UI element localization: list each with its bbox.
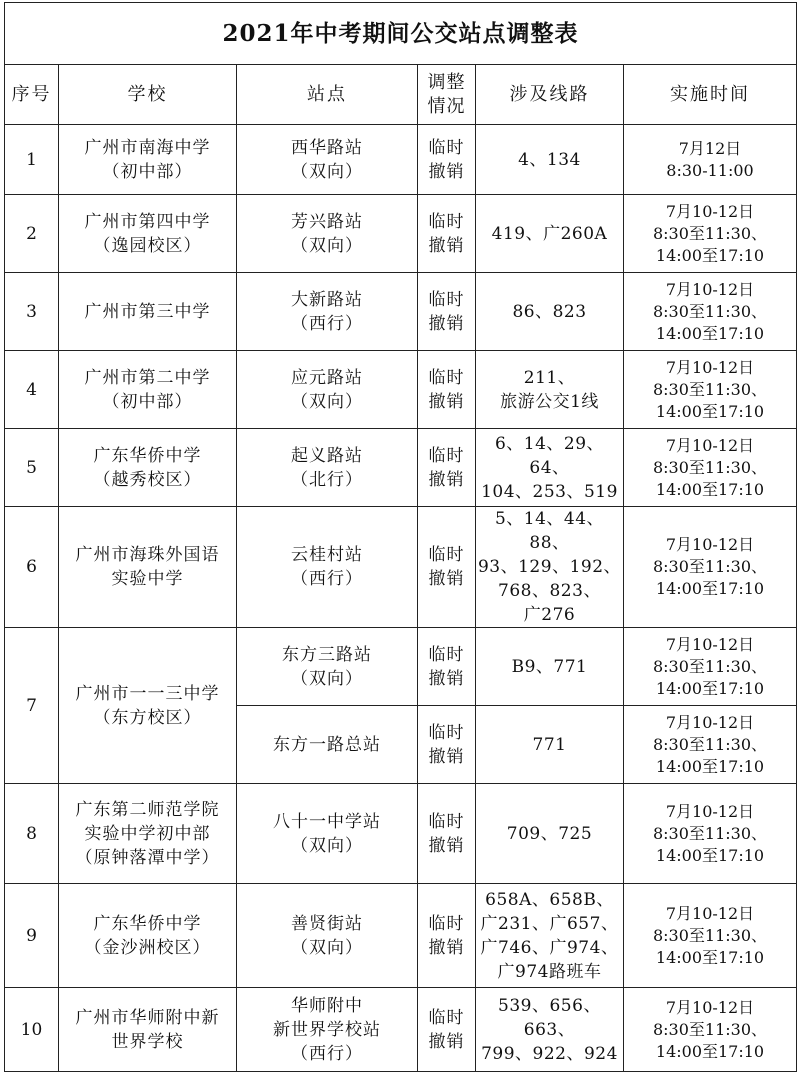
row-index: 8 [5, 784, 59, 884]
row-time: 7月10-12日 8:30至11:30、 14:00至17:10 [624, 273, 797, 351]
row-school: 广州市海珠外国语 实验中学 [59, 507, 237, 628]
table-row [5, 429, 797, 507]
row-lines: 771 [476, 706, 624, 784]
row-index: 2 [5, 195, 59, 273]
row-school: 广州市第四中学 （逸园校区） [59, 195, 237, 273]
row-time: 7月10-12日 8:30至11:30、 14:00至17:10 [624, 195, 797, 273]
row-station: 云桂村站 （西行） [237, 507, 418, 628]
row-school: 广东华侨中学 （越秀校区） [59, 429, 237, 507]
row-adjust: 临时 撤销 [418, 125, 476, 195]
header-school: 学校 [59, 65, 237, 125]
row-lines: 658A、658B、 广231、广657、 广746、广974、 广974路班车 [476, 884, 624, 988]
row-adjust: 临时 撤销 [418, 429, 476, 507]
row-school: 广州市第二中学 （初中部） [59, 351, 237, 429]
row-school: 广州市南海中学 （初中部） [59, 125, 237, 195]
header-adjust: 调整 情况 [418, 65, 476, 125]
row-school: 广州市第三中学 [59, 273, 237, 351]
row-lines: 4、134 [476, 125, 624, 195]
row-time: 7月10-12日 8:30至11:30、 14:00至17:10 [624, 884, 797, 988]
row-adjust: 临时 撤销 [418, 507, 476, 628]
row-time: 7月12日 8:30-11:00 [624, 125, 797, 195]
table-row [5, 351, 797, 429]
row-index: 10 [5, 988, 59, 1072]
row-school: 广州市一一三中学 （东方校区） [59, 628, 237, 784]
row-lines: 5、14、44、88、 93、129、192、 768、823、 广276 [476, 507, 624, 628]
row-index: 5 [5, 429, 59, 507]
row-station: 东方一路总站 [237, 706, 418, 784]
row-lines: 6、14、29、64、 104、253、519 [476, 429, 624, 507]
row-station: 西华路站 （双向） [237, 125, 418, 195]
row-index: 1 [5, 125, 59, 195]
row-time: 7月10-12日 8:30至11:30、 14:00至17:10 [624, 784, 797, 884]
row-station: 东方三路站 （双向） [237, 628, 418, 706]
header-index: 序号 [5, 65, 59, 125]
row-index: 7 [5, 628, 59, 784]
row-time: 7月10-12日 8:30至11:30、 14:00至17:10 [624, 706, 797, 784]
table-row [5, 125, 797, 195]
row-time: 7月10-12日 8:30至11:30、 14:00至17:10 [624, 507, 797, 628]
row-index: 9 [5, 884, 59, 988]
row-station: 大新路站 （西行） [237, 273, 418, 351]
header-lines: 涉及线路 [476, 65, 624, 125]
row-adjust: 临时 撤销 [418, 351, 476, 429]
row-station: 善贤街站 （双向） [237, 884, 418, 988]
row-lines: 419、广260A [476, 195, 624, 273]
row-station: 八十一中学站 （双向） [237, 784, 418, 884]
row-lines: 86、823 [476, 273, 624, 351]
row-time: 7月10-12日 8:30至11:30、 14:00至17:10 [624, 988, 797, 1072]
table-row [5, 195, 797, 273]
row-adjust: 临时 撤销 [418, 273, 476, 351]
table-row [5, 884, 797, 988]
row-adjust: 临时 撤销 [418, 884, 476, 988]
header-station: 站点 [237, 65, 418, 125]
row-station: 芳兴路站 （双向） [237, 195, 418, 273]
row-time: 7月10-12日 8:30至11:30、 14:00至17:10 [624, 429, 797, 507]
row-station: 起义路站 （北行） [237, 429, 418, 507]
row-adjust: 临时 撤销 [418, 628, 476, 706]
header-row [5, 65, 797, 125]
row-lines: 211、 旅游公交1线 [476, 351, 624, 429]
bus-stop-adjustment-table [4, 2, 797, 1072]
row-time: 7月10-12日 8:30至11:30、 14:00至17:10 [624, 351, 797, 429]
table-row [5, 507, 797, 628]
row-time: 7月10-12日 8:30至11:30、 14:00至17:10 [624, 628, 797, 706]
header-time: 实施时间 [624, 65, 797, 125]
row-school: 广州市华师附中新 世界学校 [59, 988, 237, 1072]
row-adjust: 临时 撤销 [418, 195, 476, 273]
row-index: 3 [5, 273, 59, 351]
row-adjust: 临时 撤销 [418, 706, 476, 784]
row-school: 广东华侨中学 （金沙洲校区） [59, 884, 237, 988]
row-station: 华师附中 新世界学校站 （西行） [237, 988, 418, 1072]
row-school: 广东第二师范学院 实验中学初中部 （原钟落潭中学） [59, 784, 237, 884]
table-row [5, 273, 797, 351]
table-row [5, 784, 797, 884]
row-index: 6 [5, 507, 59, 628]
row-lines: 709、725 [476, 784, 624, 884]
table-row [5, 628, 797, 706]
table-title: 2021年中考期间公交站点调整表 [5, 3, 797, 65]
row-adjust: 临时 撤销 [418, 784, 476, 884]
row-index: 4 [5, 351, 59, 429]
row-adjust: 临时 撤销 [418, 988, 476, 1072]
row-lines: B9、771 [476, 628, 624, 706]
row-lines: 539、656、663、 799、922、924 [476, 988, 624, 1072]
row-station: 应元路站 （双向） [237, 351, 418, 429]
